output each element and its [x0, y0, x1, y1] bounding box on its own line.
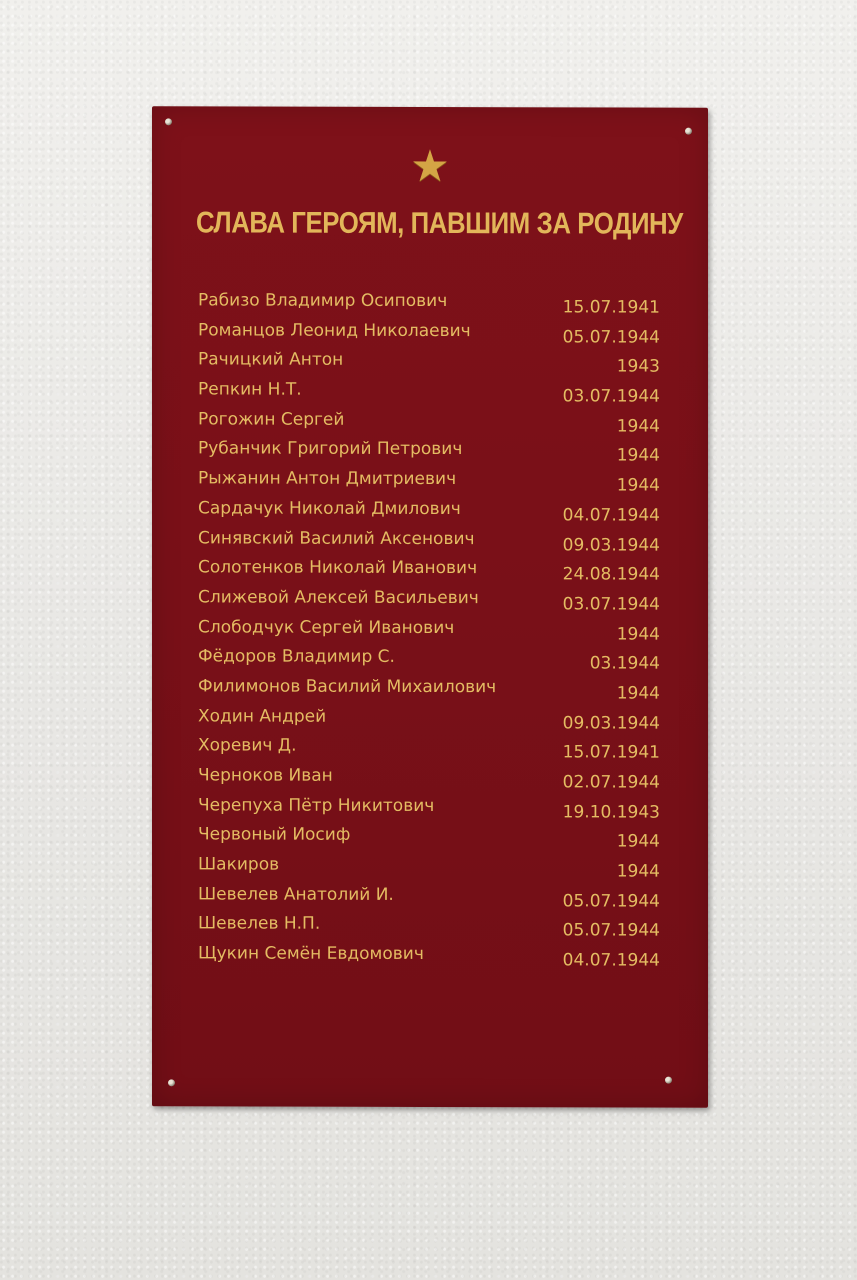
- death-date: 03.1944: [589, 653, 660, 674]
- death-date: 15.07.1941: [562, 297, 660, 318]
- death-date: 09.03.1944: [562, 534, 660, 556]
- death-date: 1944: [616, 445, 660, 467]
- death-date: 1944: [616, 475, 660, 496]
- list-item: [198, 347, 660, 378]
- list-item: [198, 881, 660, 912]
- hero-name: Романцов Леонид Николаевич: [198, 320, 471, 341]
- names-list: [198, 287, 660, 971]
- hero-name: Синявский Василий Аксенович: [198, 527, 475, 549]
- list-item: [198, 406, 660, 437]
- list-item: [198, 287, 660, 318]
- death-date: 1944: [616, 861, 660, 882]
- hero-name: Слижевой Алексей Васильевич: [198, 587, 479, 609]
- plaque-title: СЛАВА ГЕРОЯМ, ПАВШИМ ЗА РОДИНУ: [196, 206, 683, 241]
- screw-icon: [165, 118, 172, 125]
- list-item: [198, 822, 660, 853]
- hero-name: Рабизо Владимир Осипович: [198, 290, 448, 312]
- list-item: [198, 792, 660, 823]
- hero-name: Солотенков Николай Иванович: [198, 557, 478, 579]
- hero-name: Червоный Иосиф: [198, 824, 351, 846]
- list-item: [198, 941, 660, 972]
- hero-name: Щукин Семён Евдомович: [198, 943, 424, 965]
- list-item: [198, 733, 660, 764]
- hero-name: Шевелев Н.П.: [198, 913, 321, 935]
- hero-name: Черепуха Пётр Никитович: [198, 795, 435, 816]
- death-date: 03.07.1944: [562, 386, 660, 407]
- list-item: [198, 466, 660, 497]
- list-item: [198, 673, 660, 704]
- memorial-plaque: [152, 106, 708, 1107]
- hero-name: Шакиров: [198, 854, 280, 875]
- death-date: 1944: [616, 831, 660, 852]
- hero-name: Черноков Иван: [198, 765, 333, 786]
- list-item: [198, 555, 660, 586]
- hero-name: Фёдоров Владимир С.: [198, 646, 395, 668]
- list-item: [198, 376, 660, 407]
- hero-name: Сардачук Николай Дмилович: [198, 498, 461, 519]
- death-date: 05.07.1944: [562, 327, 660, 348]
- list-item: [198, 644, 660, 675]
- death-date: 05.07.1944: [562, 920, 660, 942]
- hero-name: Хоревич Д.: [198, 735, 297, 756]
- hero-name: Слободчук Сергей Иванович: [198, 616, 455, 638]
- star-icon: ★: [410, 140, 450, 193]
- list-item: [198, 525, 660, 556]
- death-date: 1944: [616, 683, 660, 704]
- list-item: [198, 614, 660, 645]
- hero-name: Ходин Андрей: [198, 706, 327, 727]
- death-date: 24.08.1944: [562, 564, 660, 585]
- death-date: 09.03.1944: [562, 712, 660, 734]
- death-date: 19.10.1943: [562, 802, 660, 823]
- death-date: 1944: [616, 624, 660, 645]
- list-item: [198, 762, 660, 793]
- death-date: 04.07.1944: [562, 505, 660, 526]
- hero-name: Рубанчик Григорий Петрович: [198, 438, 463, 460]
- death-date: 05.07.1944: [562, 891, 660, 912]
- death-date: 1943: [616, 356, 660, 377]
- hero-name: Рыжанин Антон Дмитриевич: [198, 468, 457, 490]
- hero-name: Шевелев Анатолий И.: [198, 884, 394, 905]
- death-date: 03.07.1944: [562, 594, 660, 615]
- death-date: 15.07.1941: [562, 742, 660, 763]
- list-item: [198, 495, 660, 526]
- hero-name: Репкин Н.Т.: [198, 379, 302, 400]
- list-item: [198, 317, 660, 348]
- hero-name: Рачицкий Антон: [198, 349, 344, 371]
- list-item: [198, 911, 660, 942]
- list-item: [198, 584, 660, 615]
- death-date: 1944: [616, 416, 660, 437]
- hero-name: Филимонов Василий Михаилович: [198, 676, 497, 698]
- screw-icon: [168, 1079, 175, 1086]
- screw-icon: [685, 128, 692, 135]
- list-item: [198, 436, 660, 467]
- death-date: 02.07.1944: [562, 772, 660, 793]
- list-item: [198, 851, 660, 882]
- list-item: [198, 703, 660, 734]
- hero-name: Рогожин Сергей: [198, 409, 345, 430]
- death-date: 04.07.1944: [562, 950, 660, 971]
- screw-icon: [665, 1077, 672, 1084]
